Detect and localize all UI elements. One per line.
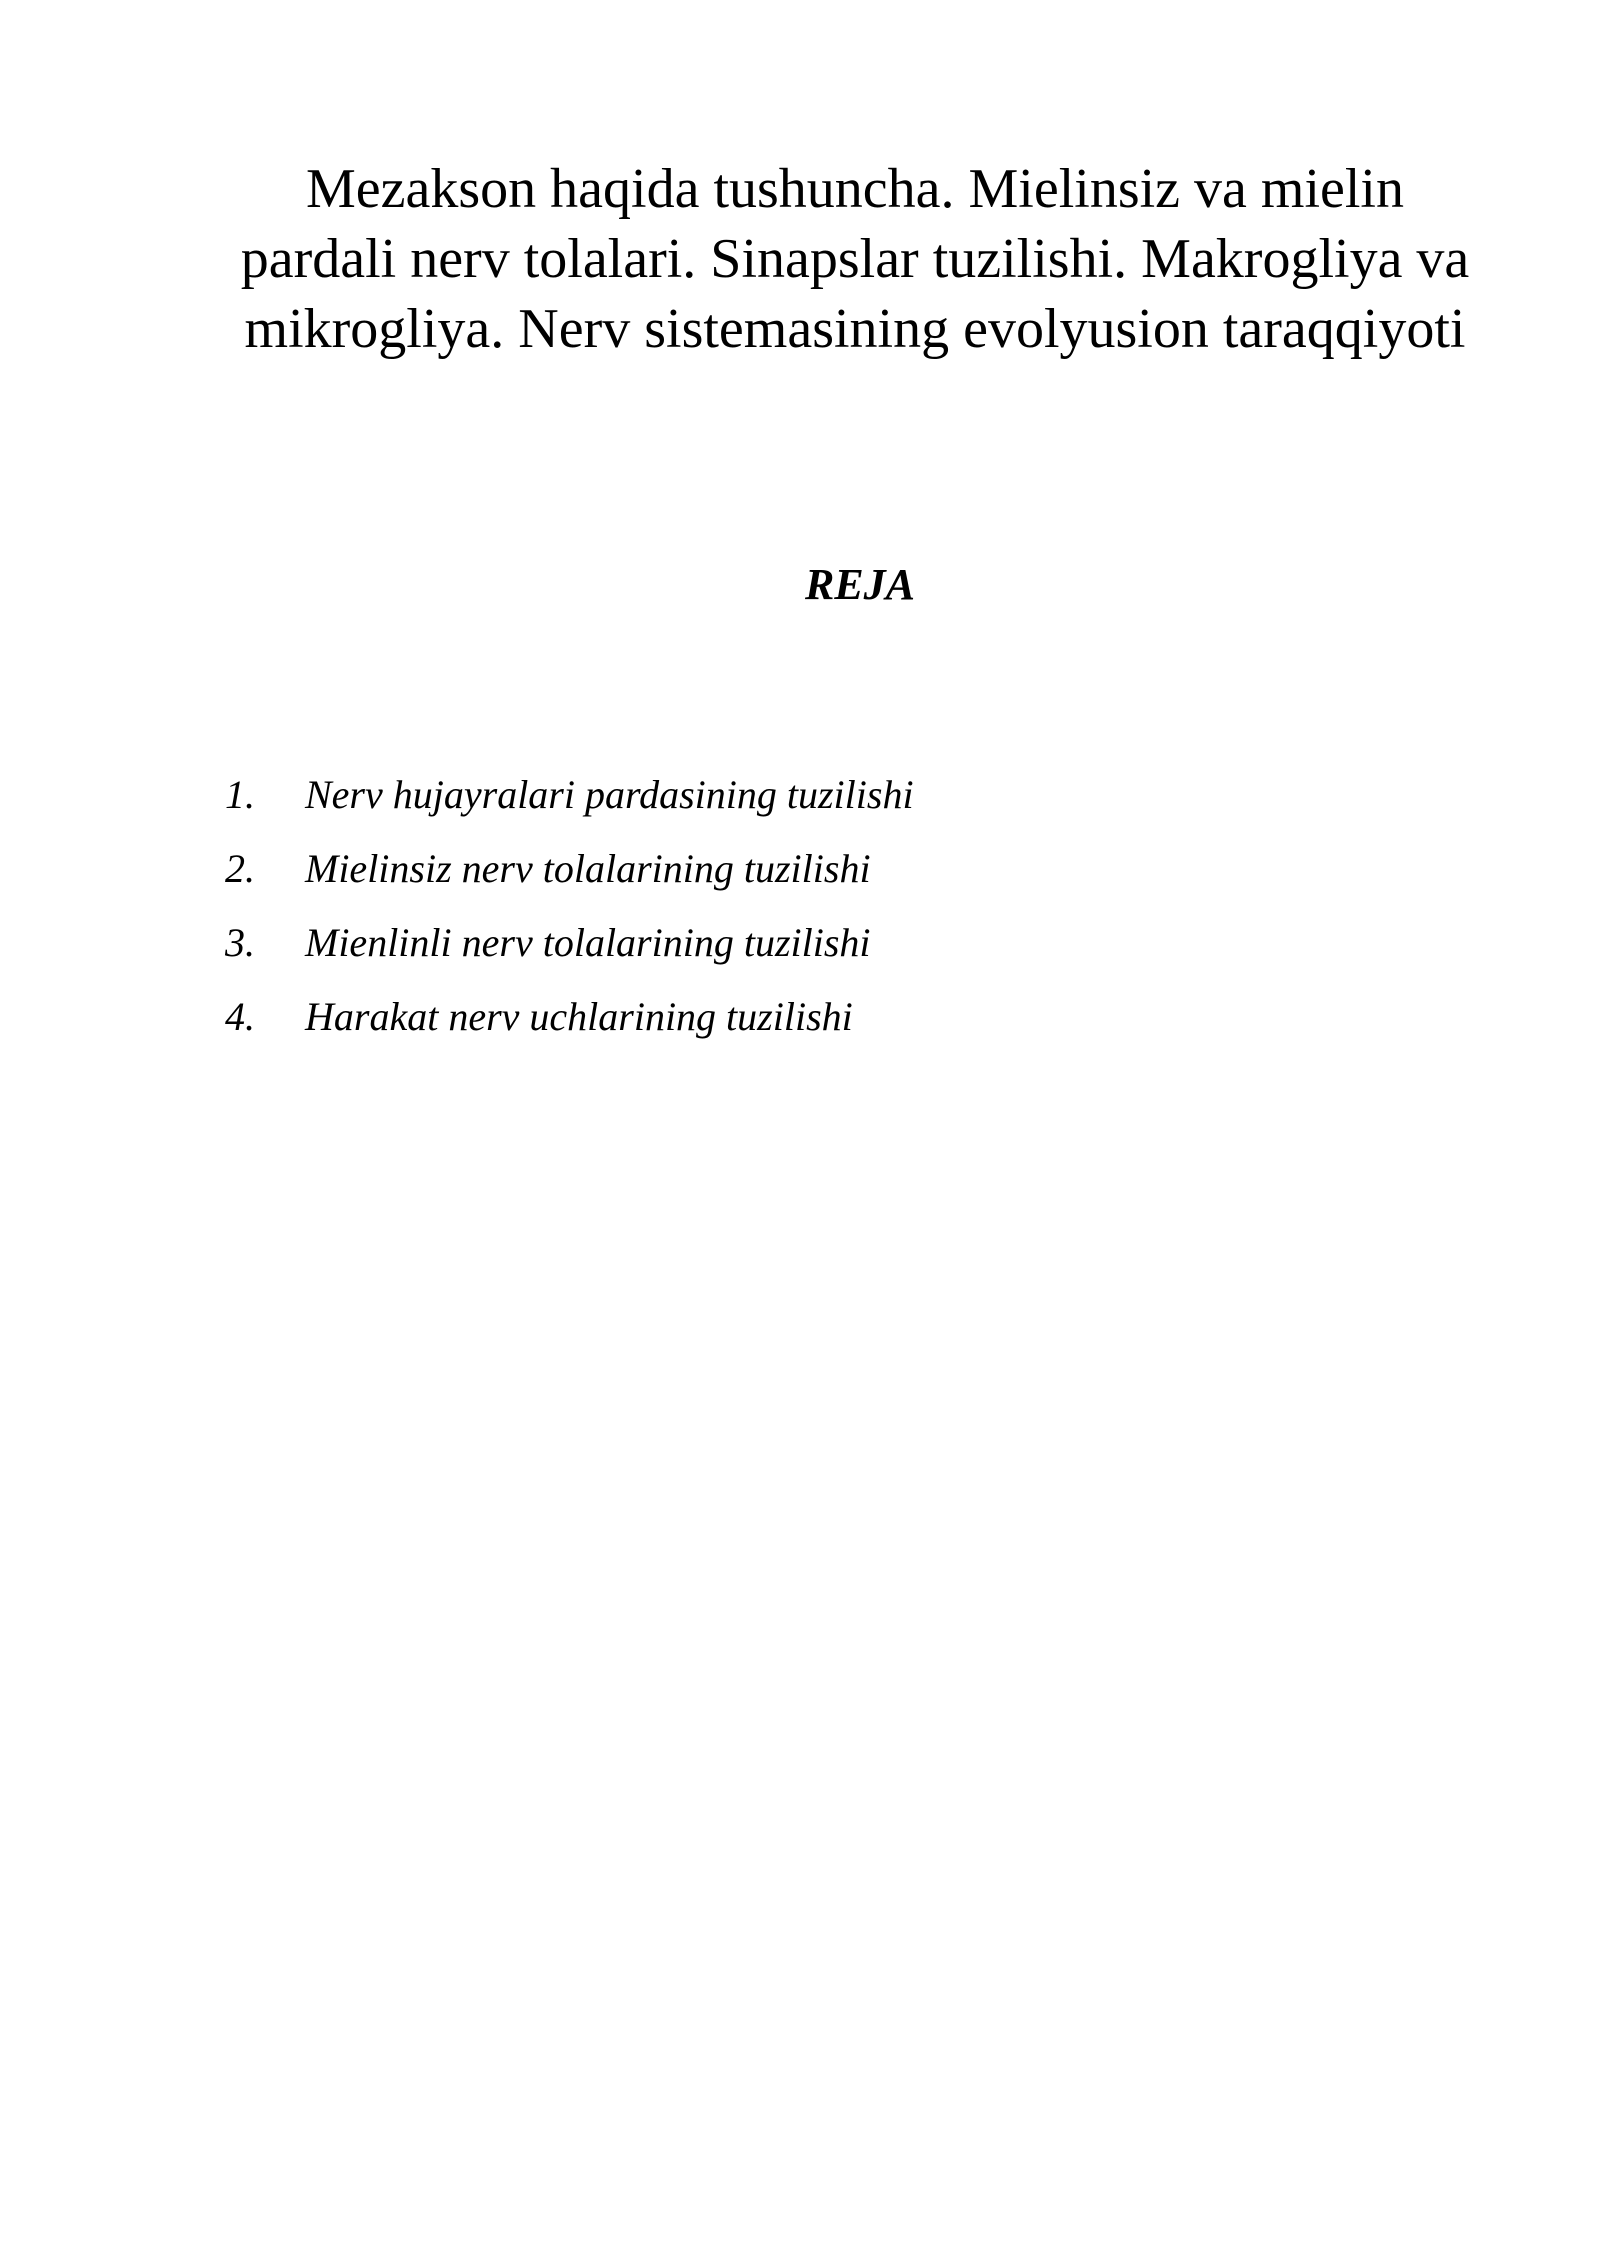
list-item-text: Mienlinli nerv tolalarining tuzilishi [305, 920, 871, 965]
list-item-text: Nerv hujayralari pardasining tuzilishi [305, 772, 914, 817]
plan-list [225, 768, 914, 1064]
document-title: Mezakson haqida tushuncha. Mielinsiz va mielin pardali nerv tolalari. Sinapslar tuzilishi. Makrogliya va mikrogliya. Nerv sistemasining evolyusion taraqqiyoti [240, 158, 1470, 360]
list-item [225, 768, 914, 842]
list-item-number: 4. [225, 994, 255, 1039]
list-item-number: 2. [225, 846, 255, 891]
list-item-text: Harakat nerv uchlarining tuzilishi [305, 994, 853, 1039]
list-item [225, 990, 914, 1064]
list-item [225, 916, 914, 990]
plan-heading: REJA [804, 560, 916, 609]
list-item-number: 3. [225, 920, 255, 965]
list-item-number: 1. [225, 772, 255, 817]
list-item [225, 842, 914, 916]
list-item-text: Mielinsiz nerv tolalarining tuzilishi [305, 846, 871, 891]
